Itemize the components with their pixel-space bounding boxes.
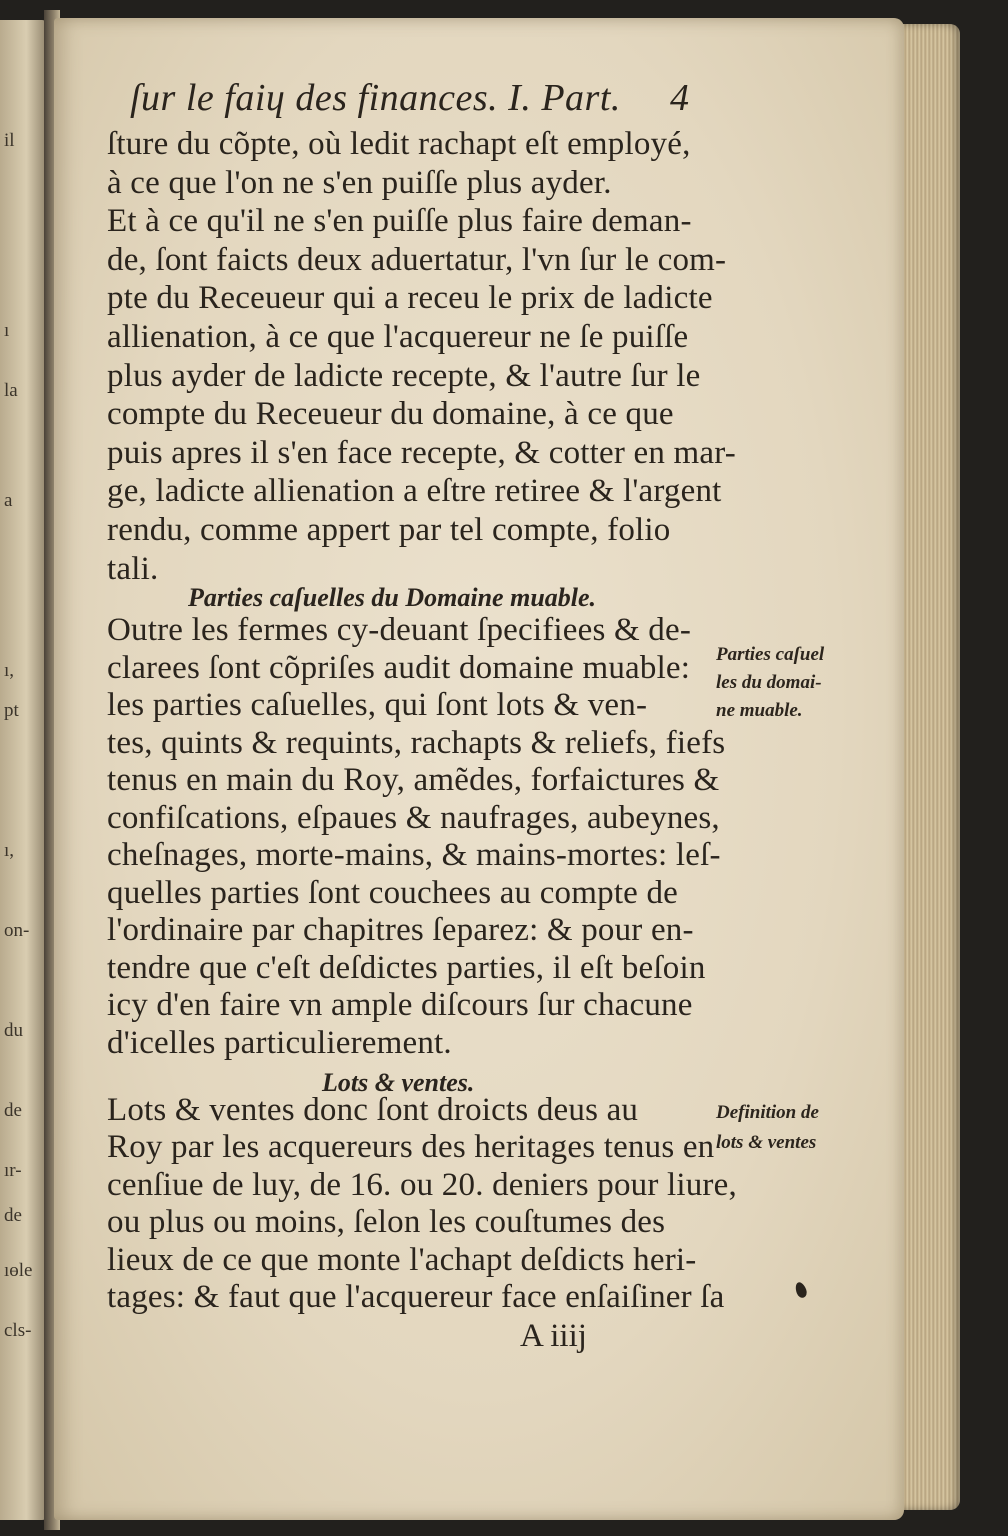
text-line: les parties caſuelles, qui ſont lots & ven- xyxy=(107,687,648,723)
facing-page-fragment: a xyxy=(4,490,13,511)
section-heading-lots: Lots & ventes. xyxy=(322,1068,475,1097)
text-line: ge, ladicte allienation a eſtre retiree & l'argent xyxy=(107,473,722,510)
text-line: tendre que c'eſt deſdictes parties, il eſt beſoin xyxy=(107,949,706,986)
facing-page-fragment: de xyxy=(4,1100,22,1121)
text-line: Roy par les acquereurs des heritages tenus en xyxy=(107,1129,715,1166)
facing-page-fragment: de xyxy=(4,1205,22,1226)
text-line: icy d'en faire vn ample diſcours ſur chacune xyxy=(107,987,693,1023)
facing-page-fragment: cls- xyxy=(4,1320,32,1341)
text-line: puis apres il s'en face recepte, & cotter en mar- xyxy=(107,434,736,471)
text-line: clarees ſont cõpriſes audit domaine muable: xyxy=(107,649,691,686)
text-line: rendu, comme appert par tel compte, folio xyxy=(107,512,671,548)
facing-page-fragment: il xyxy=(4,130,15,151)
text-line: d'icelles particulierement. xyxy=(107,1024,452,1061)
text-line: Et à ce qu'il ne s'en puiſſe plus faire deman- xyxy=(107,203,692,240)
text-line: à ce que l'on ne s'en puiſſe plus ayder. xyxy=(107,164,612,201)
margin-note-line: Definition de xyxy=(716,1102,819,1123)
text-line: tes, quints & requints, rachapts & reliefs, fiefs xyxy=(107,724,726,761)
page-block-edges xyxy=(898,24,960,1510)
facing-page-edge xyxy=(0,20,48,1520)
margin-note-line: ne muable. xyxy=(716,700,803,721)
text-line: tages: & faut que l'acquereur face enſaiſiner ſa xyxy=(107,1279,725,1315)
running-title: ſur le faiɥ des finances. I. Part. xyxy=(130,77,621,119)
facing-page-fragment: ı xyxy=(4,320,10,341)
facing-page-fragment: ı, xyxy=(4,660,15,681)
text-line: quelles parties ſont couchees au compte de xyxy=(107,874,679,911)
folio-number: 4 xyxy=(670,77,689,119)
text-line: pte du Receueur qui a receu le prix de ladicte xyxy=(107,280,713,317)
facing-page-fragment: ıɵle xyxy=(4,1260,33,1281)
margin-note-line: lots & ventes xyxy=(716,1132,817,1153)
text-line: confiſcations, eſpaues & naufrages, aubeynes, xyxy=(107,799,720,836)
signature-mark: A iiij xyxy=(520,1318,587,1354)
text-line: plus ayder de ladicte recepte, & l'autre ſur le xyxy=(107,357,701,394)
margin-note-line: Parties caſuel xyxy=(716,644,825,665)
facing-page-fragment: du xyxy=(4,1020,23,1041)
text-line: lieux de ce que monte l'achapt deſdicts heri- xyxy=(107,1241,697,1278)
text-line: ſture du cõpte, où ledit rachapt eſt employé, xyxy=(107,126,691,162)
facing-page-fragment: la xyxy=(4,380,18,401)
text-line: cheſnages, morte-mains, & mains-mortes: leſ- xyxy=(107,837,721,873)
facing-page-fragment: pt xyxy=(4,700,19,721)
text-line: compte du Receueur du domaine, à ce que xyxy=(107,396,674,433)
text-line: l'ordinaire par chapitres ſeparez: & pour en- xyxy=(107,912,694,948)
text-line: Outre les fermes cy-deuant ſpecifiees & de- xyxy=(107,612,692,648)
text-line: cenſiue de luy, de 16. ou 20. deniers pour liure, xyxy=(107,1166,737,1203)
facing-page-fragment: on- xyxy=(4,920,30,941)
margin-note-line: les du domai- xyxy=(716,672,822,693)
facing-page-fragment: ır- xyxy=(4,1160,22,1181)
facing-page-fragment: ı, xyxy=(4,840,15,861)
section-heading-parties: Parties caſuelles du Domaine muable. xyxy=(188,583,597,612)
text-line: tali. xyxy=(107,550,159,587)
text-line: Lots & ventes donc ſont droicts deus au xyxy=(107,1092,639,1128)
text-line: allienation, à ce que l'acquereur ne ſe puiſſe xyxy=(107,319,689,355)
text-line: de, ſont faicts deux aduertatur, l'vn ſur le com- xyxy=(107,241,727,278)
text-line: tenus en main du Roy, amẽdes, forfaictures & xyxy=(107,762,720,798)
text-line: ou plus ou moins, ſelon les couſtumes des xyxy=(107,1204,666,1241)
